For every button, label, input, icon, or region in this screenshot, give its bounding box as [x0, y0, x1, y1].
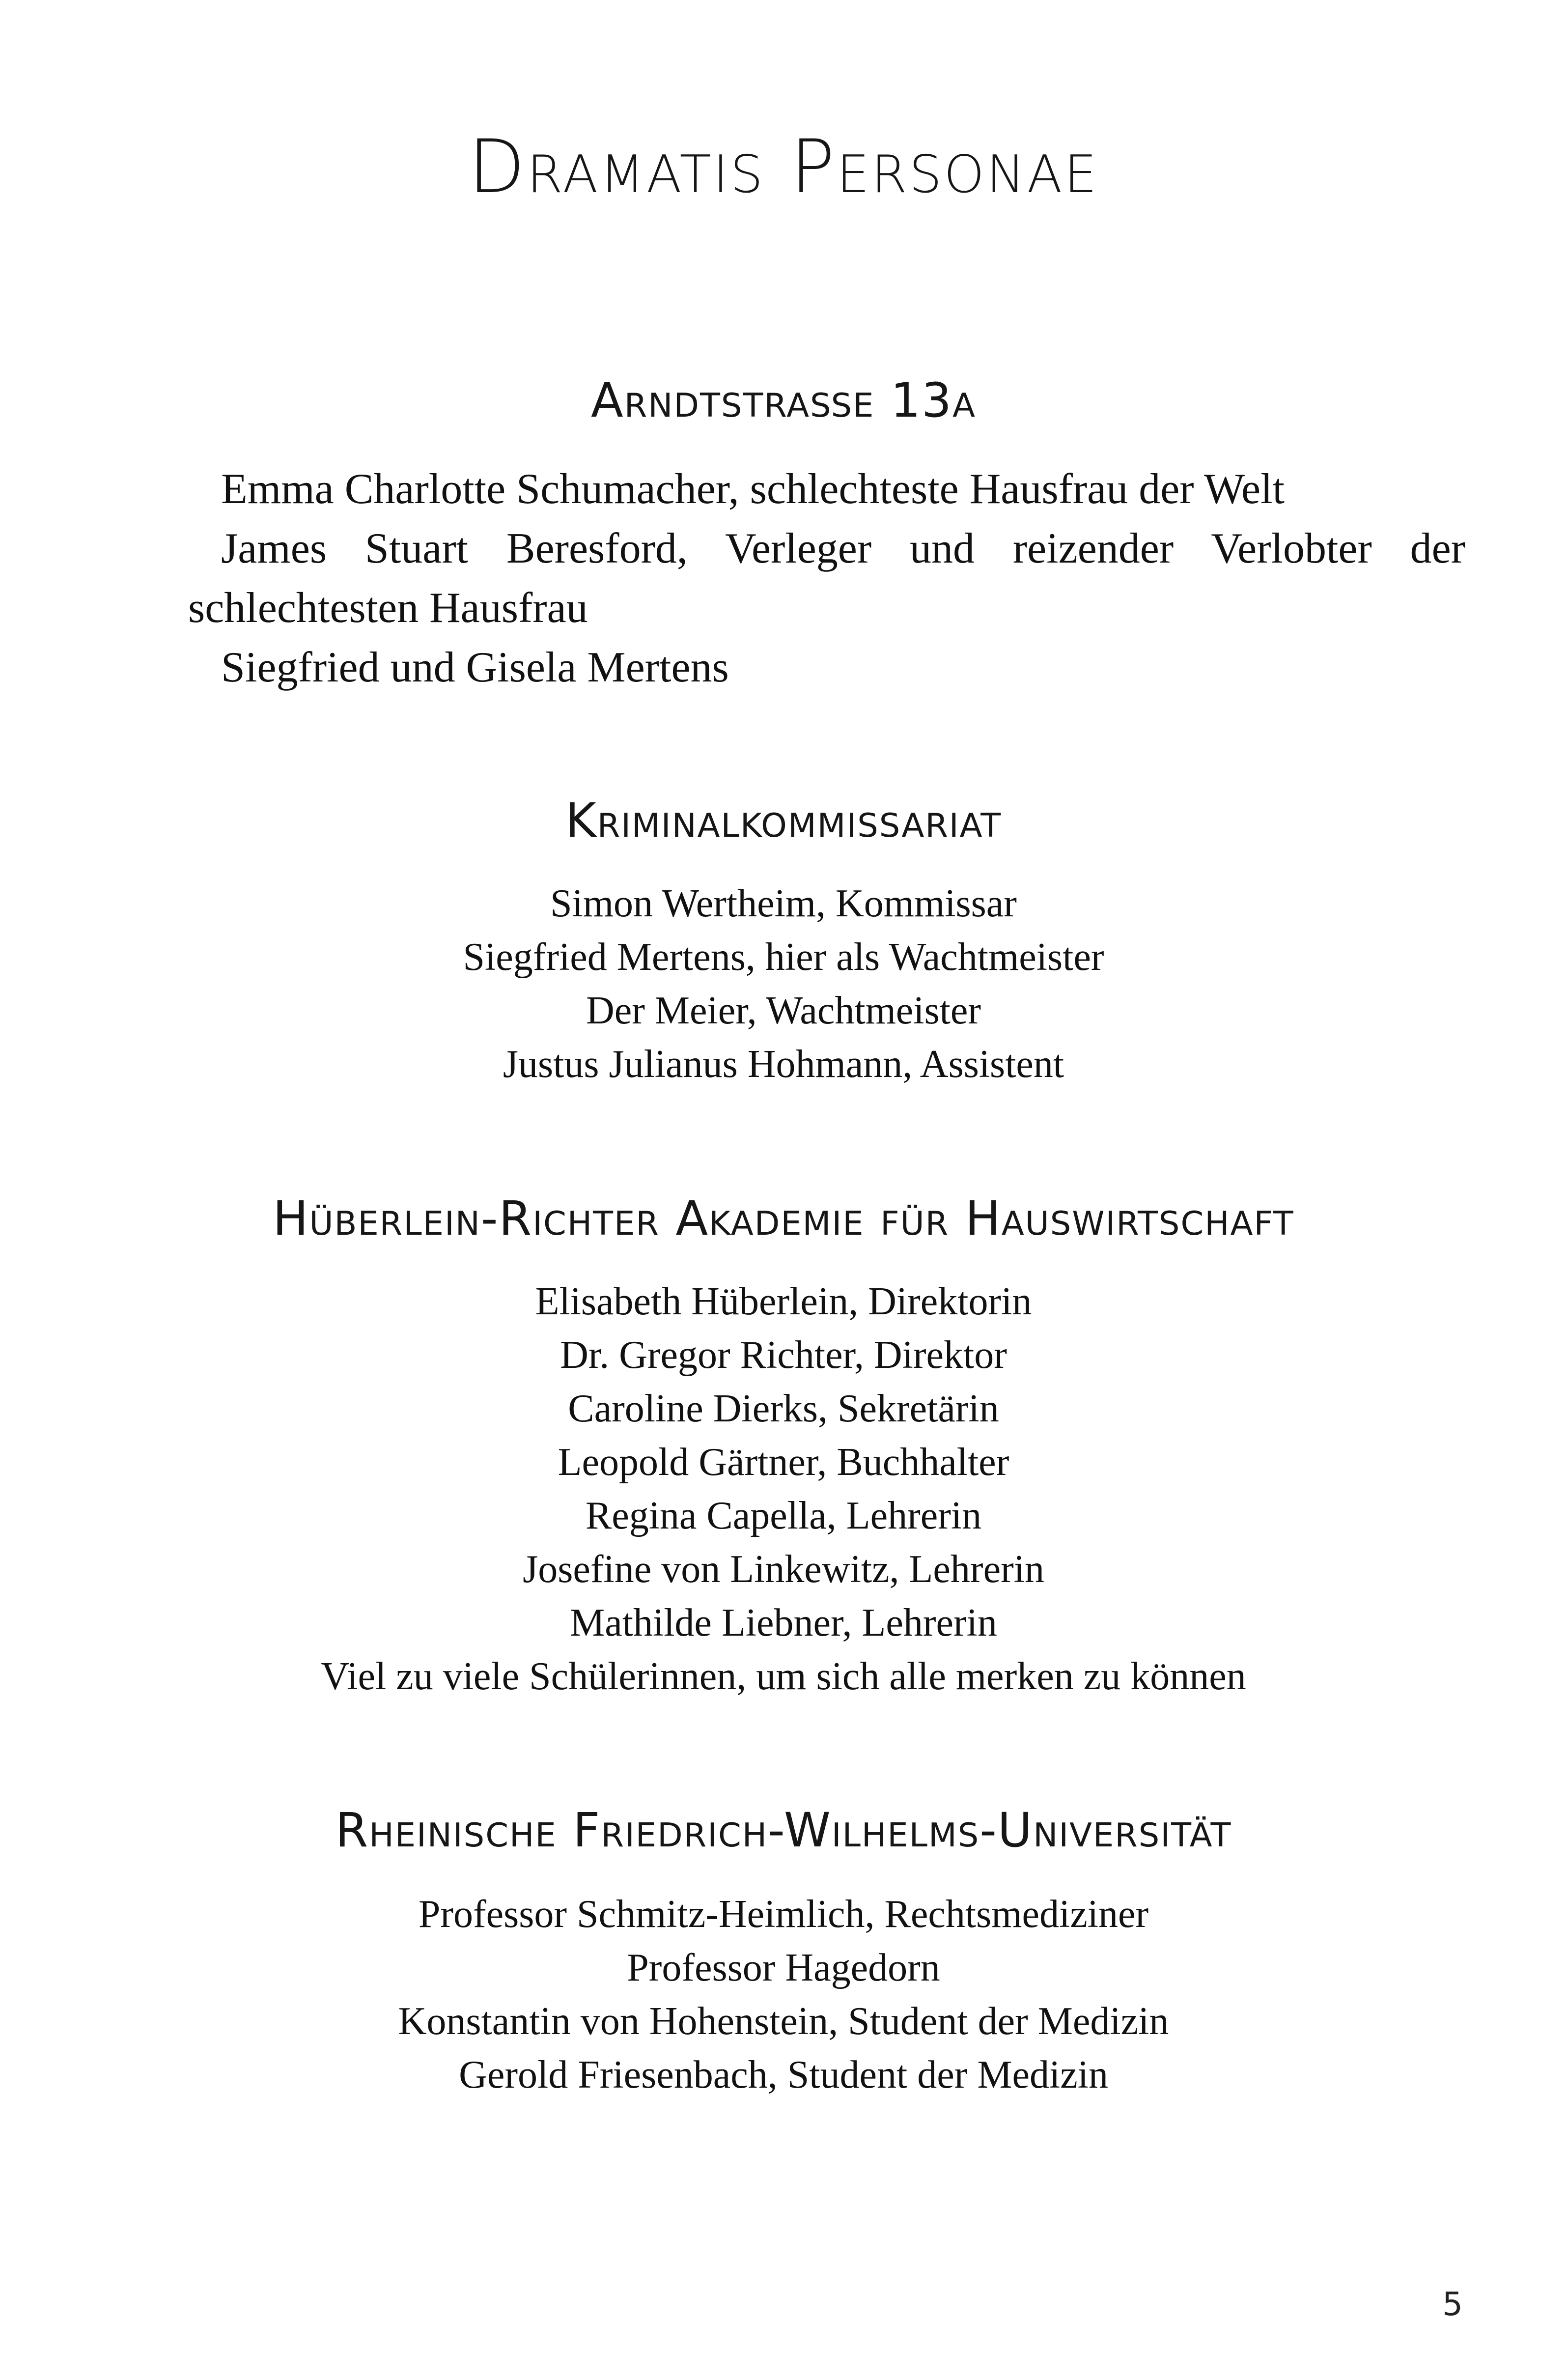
cast-entry: Gerold Friesenbach, Student der Medizin — [459, 2053, 1108, 2097]
cast-entry: Viel zu viele Schülerinnen, um sich alle merken zu können — [321, 1655, 1246, 1698]
cast-entry: Professor Schmitz-Heimlich, Rechtsmediziner — [418, 1893, 1149, 1936]
section-heading-arndtstrasse: Arndtstraße 13a — [591, 373, 976, 428]
cast-entry: Professor Hagedorn — [627, 1946, 940, 1989]
cast-entry: Josefine von Linkewitz, Lehrerin — [523, 1548, 1044, 1591]
section-universitaet-cast — [0, 1888, 1567, 2102]
cast-entry: Regina Capella, Lehrerin — [585, 1494, 982, 1537]
section-kriminalkommissariat-cast — [0, 877, 1567, 1091]
cast-entry: Konstantin von Hohenstein, Student der Medizin — [398, 2000, 1169, 2043]
cast-paragraph: Siegfried und Gisela Mertens — [221, 644, 729, 691]
cast-paragraph: Emma Charlotte Schumacher, schlechteste Hausfrau der Welt — [221, 465, 1285, 513]
cast-paragraph: James Stuart Beresford, Verleger und reizender Verlobter der schlechtesten Hausfrau — [188, 525, 1465, 632]
cast-entry: Leopold Gärtner, Buchhalter — [558, 1441, 1009, 1484]
cast-entry: Elisabeth Hüberlein, Direktorin — [535, 1280, 1032, 1323]
section-heading-kriminalkommissariat: Kriminalkommissariat — [565, 793, 1002, 848]
cast-entry: Dr. Gregor Richter, Direktor — [560, 1333, 1007, 1377]
section-arndtstrasse-cast — [188, 459, 1465, 697]
cast-entry: Siegfried Mertens, hier als Wachtmeister — [463, 935, 1104, 979]
cast-entry: Mathilde Liebner, Lehrerin — [570, 1601, 997, 1644]
cast-entry: Justus Julianus Hohmann, Assistent — [503, 1043, 1064, 1086]
section-heading-akademie: Hüberlein-Richter Akademie für Hauswirtschaft — [273, 1191, 1294, 1246]
cast-entry: Caroline Dierks, Sekretärin — [568, 1387, 999, 1430]
cast-entry: Simon Wertheim, Kommissar — [550, 882, 1017, 925]
section-akademie-cast — [0, 1275, 1567, 1703]
page-title: Dramatis Personae — [468, 124, 1099, 210]
page-number: 5 — [1442, 2285, 1463, 2323]
section-heading-universitaet: Rheinische Friedrich-Wilhelms-Universität — [335, 1803, 1232, 1858]
cast-entry: Der Meier, Wachtmeister — [586, 989, 981, 1032]
